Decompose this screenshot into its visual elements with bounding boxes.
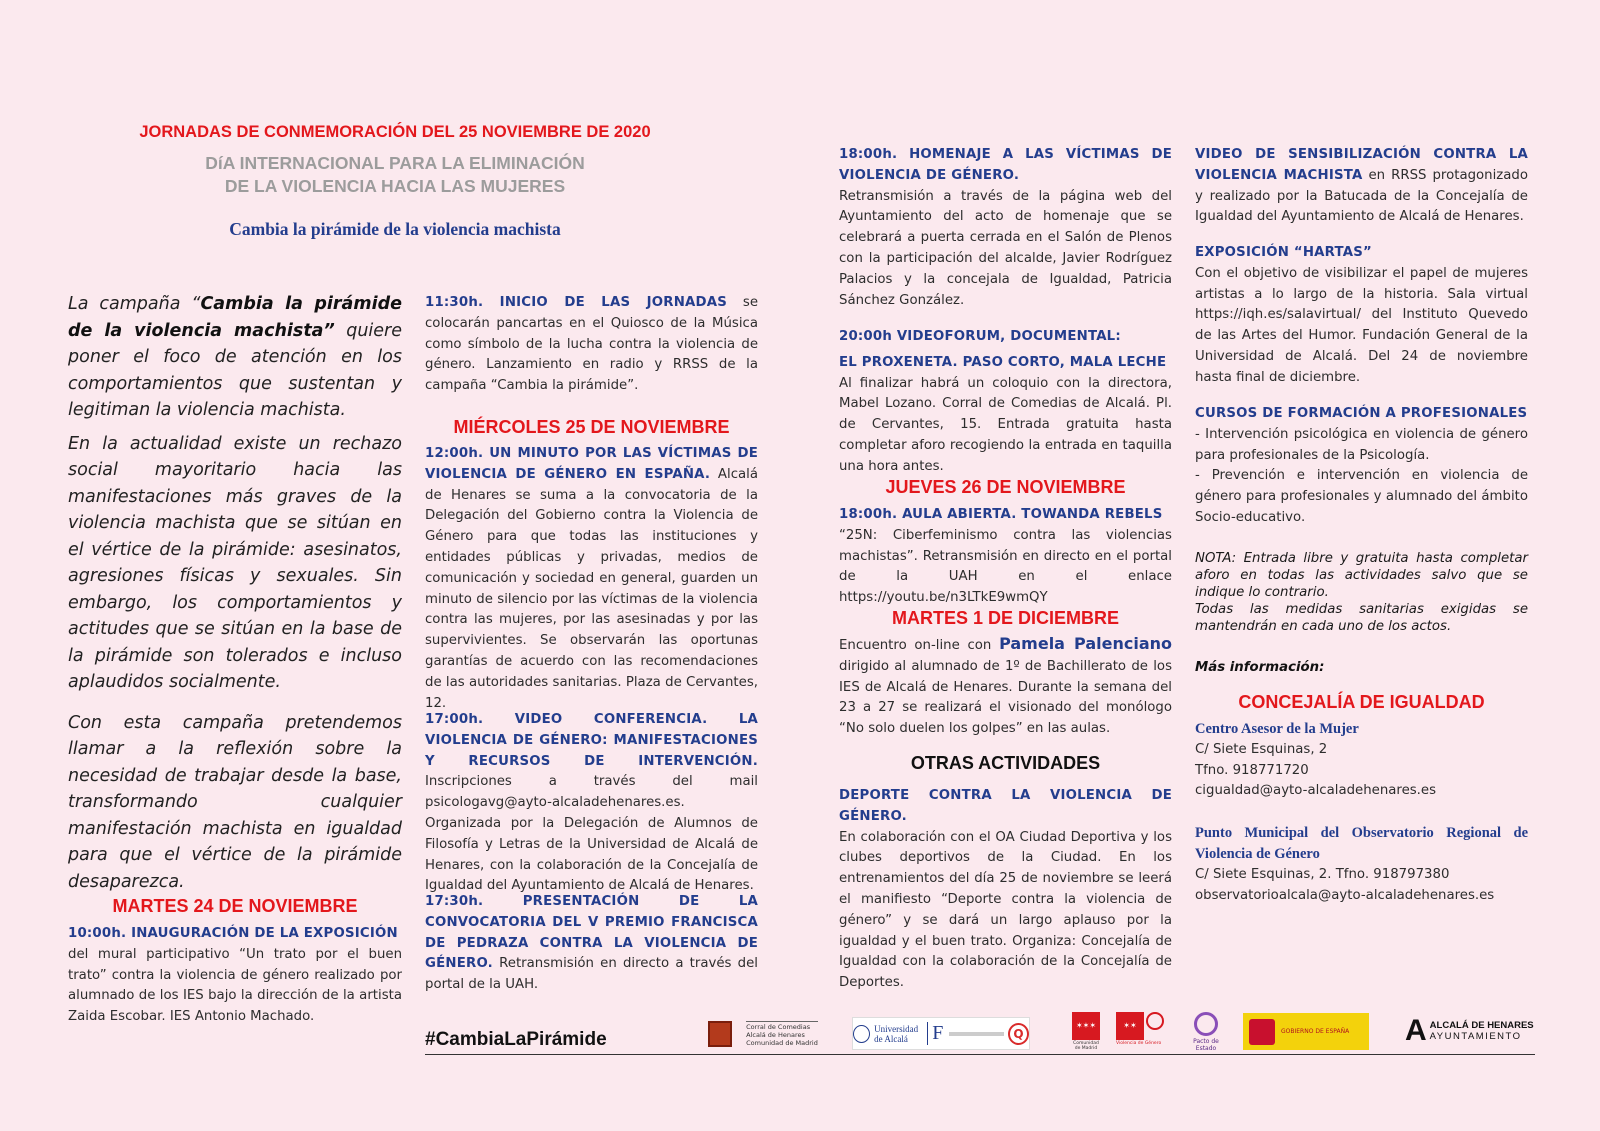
event-title: 17:30h. PRESENTACIÓN DE LA CONVOCATORIA DEL V PREMIO FRANCISCA DE PEDRAZA CONTRA LA VIOLENCIA DE GÉNERO.	[425, 894, 758, 972]
concejalia-heading: CONCEJALÍA DE IGUALDAD	[1238, 692, 1485, 712]
event-text: Con el objetivo de visibilizar el papel de mujeres artistas a lo largo de la historia. Sala virtual https://iqh.es/salavirtual/ del Instituto Quevedo de las Artes del Humor. Fundación General de la Universidad de Alcalá. Del 24 de noviembre hasta final de diciembre.	[1195, 265, 1528, 385]
event-title: 11:30h. INICIO DE LAS JORNADAS	[425, 295, 728, 310]
coat-of-arms-icon	[1249, 1019, 1275, 1045]
day-heading-jueves-26: JUEVES 26 DE NOVIEMBRE	[885, 477, 1126, 497]
heart-icon	[1146, 1012, 1164, 1030]
event-text: Inscripciones a través del mail psicologavg@ayto-alcaladehenares.es. Organizada por la Delegación de Alumnos de Filosofía y Letras de la Universidad de Alcalá de Henares, con la colaboración de la Concejalía de Igualdad del Ayuntamiento de Alcalá de Henares.	[425, 774, 758, 894]
contact-email[interactable]: cigualdad@ayto-alcaladehenares.es	[1195, 783, 1437, 799]
event-video-conferencia	[425, 710, 758, 897]
q-logo-icon: Q	[1008, 1023, 1029, 1045]
event-title: 12:00h. UN MINUTO POR LAS VÍCTIMAS DE VIOLENCIA DE GÉNERO EN ESPAÑA.	[425, 446, 758, 482]
event-title: 18:00h. AULA ABIERTA. TOWANDA REBELS	[839, 507, 1163, 522]
hashtag: #CambiaLaPirámide	[425, 1029, 607, 1050]
event-text: se colocarán pancartas en el Quiosco de la Música como símbolo de la lucha contra la violencia de género. Lanzamiento en radio y RRSS de la campaña “Cambia la pirámide”.	[425, 295, 758, 394]
contact-name: Centro Asesor de la Mujer	[1195, 721, 1359, 737]
university-seal-icon	[853, 1025, 870, 1043]
event-exposicion-hartas	[1195, 243, 1528, 389]
subtitle-line-1: DíA INTERNACIONAL PARA LA ELIMINACIÓN	[205, 153, 585, 173]
intro-text	[68, 291, 402, 902]
event-inicio-jornadas	[425, 293, 758, 397]
event-video-sensibilizacion	[1195, 145, 1528, 228]
campaign-slogan: Cambia la pirámide de la violencia machista	[229, 219, 561, 239]
day-heading-martes-24: MARTES 24 DE NOVIEMBRE	[112, 896, 358, 916]
madrid-stars-icon: ✶✶✶	[1072, 1012, 1100, 1040]
alcala-a-icon: A	[1405, 1014, 1427, 1047]
nota	[1195, 550, 1528, 635]
contact-address: C/ Siete Esquinas, 2	[1195, 741, 1328, 757]
event-minuto-silencio	[425, 444, 758, 714]
contact-address: C/ Siete Esquinas, 2. Tfno. 918797380	[1195, 867, 1450, 882]
subtitle-line-2: DE LA VIOLENCIA HACIA LAS MUJERES	[224, 176, 566, 196]
event-text: Retransmisión en directo a través del portal de la UAH.	[425, 956, 758, 993]
event-homenaje	[839, 145, 1172, 311]
event-premio-pedraza	[425, 892, 758, 996]
event-title: 10:00h. INAUGURACIÓN DE LA EXPOSICIÓN	[68, 926, 398, 941]
speaker-name: Pamela Palenciano	[999, 634, 1173, 653]
event-inauguracion	[68, 924, 402, 1028]
event-title: 18:00h. HOMENAJE A LAS VÍCTIMAS DE VIOLENCIA DE GÉNERO.	[839, 147, 1172, 183]
event-title: JORNADAS DE CONMEMORACIÓN DEL 25 NOVIEMBRE DE 2020	[139, 123, 651, 141]
event-text-1: - Intervención psicológica en violencia de género para profesionales de la Psicología.	[1195, 426, 1528, 463]
event-title: VIDEO DE SENSIBILIZACIÓN CONTRA LA VIOLENCIA MACHISTA	[1195, 147, 1528, 183]
contact-name: Punto Municipal del Observatorio Regional de Violencia de Género	[1195, 825, 1528, 862]
intro-paragraph-3: Con esta campaña pretendemos llamar a la reflexión sobre la necesidad de trabajar desde la base, transformando cualquier manifestación machista en igualdad para que el vértice de la pirámide desaparezca.	[68, 712, 402, 892]
logo-gobierno-espana: GOBIERNO DE ESPAÑA	[1243, 1013, 1369, 1050]
intro-paragraph-1: La campaña “Cambia la pirámide de la violencia machista” quiere poner el foco de atención en los comportamientos que sustentan y legitiman la violencia machista.	[68, 294, 403, 420]
event-text: en RRSS protagonizado y realizado por la Batucada de la Concejalía de Igualdad del Ayuntamiento de Alcalá de Henares.	[1195, 167, 1528, 225]
logo-pacto-estado: Pacto de Estado	[1184, 1012, 1228, 1052]
pacto-circle-icon	[1194, 1012, 1218, 1036]
event-title: 17:00h. VIDEO CONFERENCIA. LA VIOLENCIA DE GÉNERO: MANIFESTACIONES Y RECURSOS DE INTERVENCIÓN.	[425, 712, 758, 769]
otras-actividades-heading: OTRAS ACTIVIDADES	[910, 753, 1101, 773]
event-title: CURSOS DE FORMACIÓN A PROFESIONALES	[1195, 406, 1528, 421]
event-text: “25N: Ciberfeminismo contra las violencias machistas”. Retransmisión en directo en el portal de la UAH en el enlace https://youtu.be/n3LTkE9wmQY	[839, 527, 1172, 606]
event-title-2: EL PROXENETA. PASO CORTO, MALA LECHE	[839, 354, 1167, 370]
footer-divider	[425, 1054, 1535, 1055]
event-title: DEPORTE CONTRA LA VIOLENCIA DE GÉNERO.	[839, 788, 1172, 824]
event-videoforum	[839, 327, 1172, 478]
event-aula-abierta	[839, 505, 1172, 609]
contact-email[interactable]: observatorioalcala@ayto-alcaladehenares.es	[1195, 887, 1495, 903]
nota-line-2: Todas las medidas sanitarias exigidas se mantendrán en cada uno de los actos.	[1195, 602, 1528, 634]
event-text: En colaboración con el OA Ciudad Deportiva y los clubes deportivos de la Ciudad. En los entrenamientos del día 25 de noviembre se leerá el manifiesto “Deporte contra la violencia de género” y se dará un largo aplauso por la igualdad y el buen trato. Organiza: Concejalía de Igualdad con la colaboración de la Concejalía de Deportes.	[839, 829, 1172, 991]
day-heading-miercoles-25: MIÉRCOLES 25 DE NOVIEMBRE	[453, 417, 730, 437]
event-pamela: Encuentro on-line con Pamela Palenciano dirigido al alumnado de 1º de Bachillerato de los IES de Alcalá de Henares. Durante la semana del 23 a 27 se realizará el visionado del monólogo “No solo duelen los golpes” en las aulas.	[839, 634, 1173, 737]
event-text: Al finalizar habrá un coloquio con la directora, Mabel Lozano. Corral de Comedias de Alcalá. Pl. de Cervantes, 15. Entrada gratuita hasta completar aforo recogiendo la entrada en taquilla una hora antes.	[839, 375, 1172, 474]
madrid-stars-icon: ✶✶	[1116, 1012, 1144, 1040]
event-text: dirigido al alumnado de 1º de Bachillerato de los IES de Alcalá de Henares. Durante la semana del 23 a 27 se realizará el visionado del monólogo “No solo duelen los golpes” en las aulas.	[839, 658, 1172, 737]
logo-comunidad-madrid: ✶✶✶ Comunidad de Madrid	[1072, 1012, 1100, 1052]
filosofia-letras-icon: F	[927, 1022, 943, 1045]
event-subtitle	[70, 152, 720, 198]
event-title: EXPOSICIÓN “HARTAS”	[1195, 245, 1372, 260]
nota-line-1: NOTA: Entrada libre y gratuita hasta completar aforo en todas las actividades salvo que se indique lo contrario.	[1195, 551, 1528, 600]
event-text: Alcalá de Henares se suma a la convocatoria de la Delegación del Gobierno contra la Violencia de Género para que todas las instituciones y entidades públicas y privadas, medios de comunicación y sociedad en general, guarden un minuto de silencio por las víctimas de la violencia contra las mujeres, por las asesinadas y por las supervivientes. Se observarán las oportunas garantías de acuerdo con las recomendaciones de las autoridades sanitarias. Plaza de Cervantes, 12.	[425, 466, 758, 711]
event-text-2: - Prevención e intervención en violencia de género para profesionales y alumnado del ámbito Socio-educativo.	[1195, 468, 1528, 525]
corral-icon	[708, 1021, 732, 1047]
logo-ayuntamiento-alcala: A ALCALÁ DE HENARES AYUNTAMIENTO	[1405, 1014, 1534, 1047]
event-title: 20:00h VIDEOFORUM, DOCUMENTAL:	[839, 329, 1121, 344]
intro-paragraph-2: En la actualidad existe un rechazo social mayoritario hacia las manifestaciones más graves de la violencia machista que se sitúan en el vértice de la pirámide: asesinatos, agresiones físicas y sexuales. Sin embargo, los comportamientos y actitudes que se sitúan en la base de la pirámide son tolerados e incluso aplaudidos socialmente.	[68, 433, 402, 692]
mas-informacion: Más información:	[1195, 660, 1325, 675]
event-text: del mural participativo “Un trato por el buen trato” contra la violencia de género realizado por alumnado de los IES bajo la dirección de la artista Zaida Escobar. IES Antonio Machado.	[68, 946, 402, 1025]
logo-corral-comedias: Corral de Comedias Alcalá de Henares Comunidad de Madrid	[708, 1018, 818, 1050]
contact-centro-asesor	[1195, 719, 1528, 802]
contact-punto-municipal	[1195, 823, 1528, 907]
contact-phone: Tfno. 918771720	[1195, 762, 1309, 778]
logo-observatorio-regional: ✶✶ Violencia de Género	[1116, 1012, 1166, 1052]
event-cursos	[1195, 404, 1528, 529]
logo-universidad-alcala: Universidad de Alcalá F Q	[852, 1017, 1030, 1050]
day-heading-martes-1: MARTES 1 DE DICIEMBRE	[891, 608, 1120, 628]
event-deporte	[839, 786, 1172, 994]
event-text: Retransmisión a través de la página web del Ayuntamiento del acto de homenaje que se celebrará a puerta cerrada en el Salón de Plenos con la participación del alcalde, Javier Rodríguez Palacios y la concejala de Igualdad, Patricia Sánchez González.	[839, 188, 1172, 308]
